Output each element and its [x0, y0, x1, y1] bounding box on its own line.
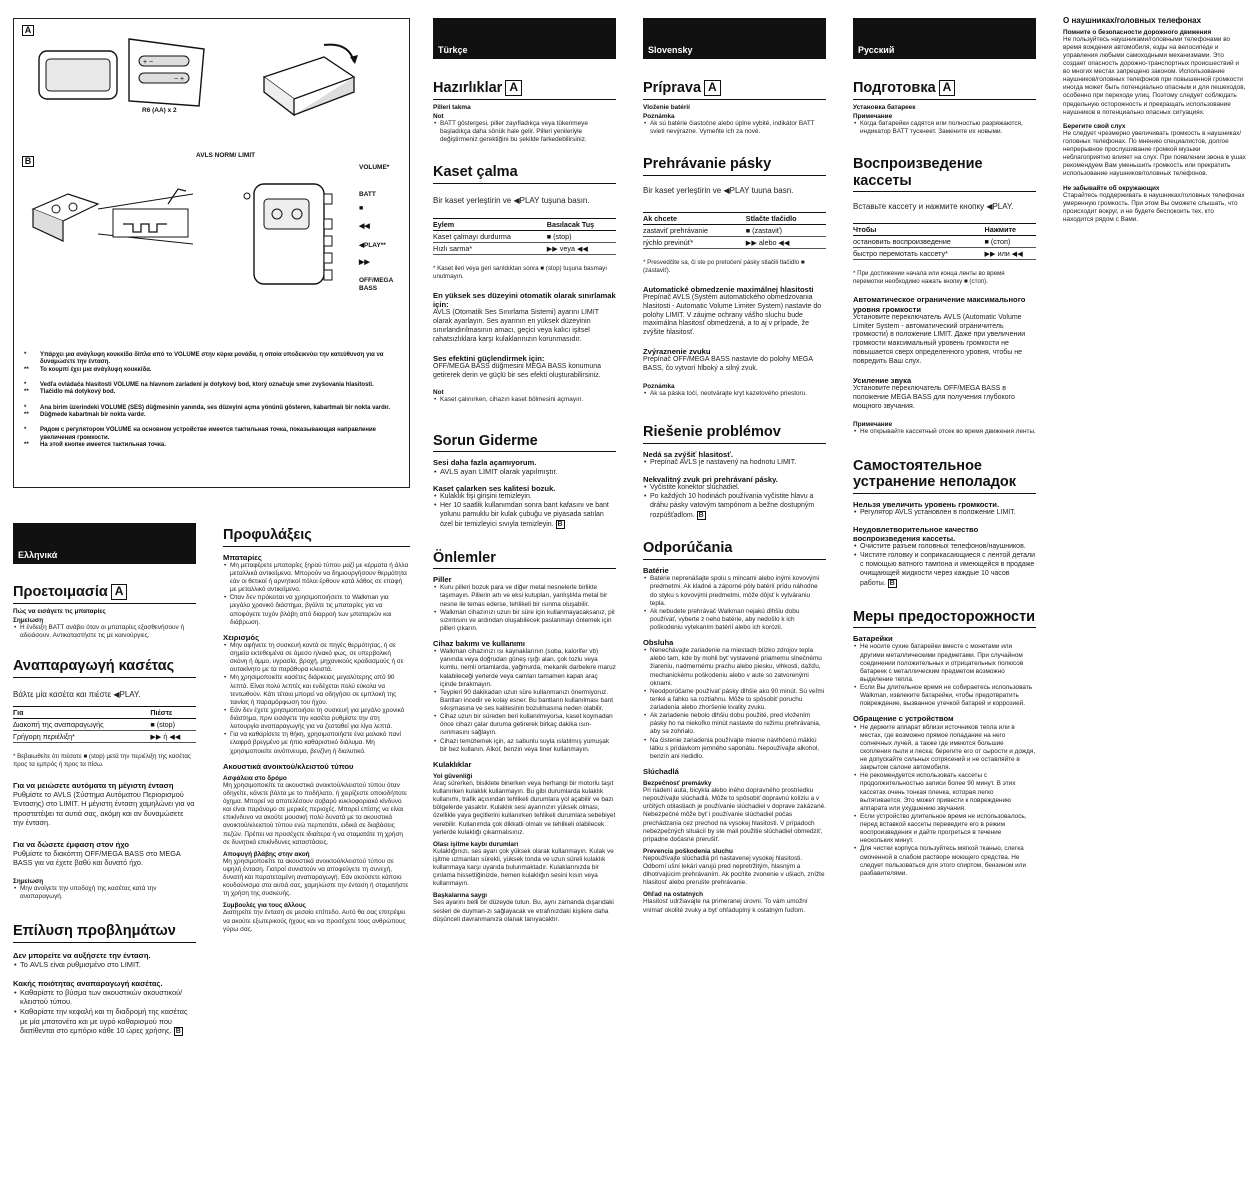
section-title: Подготовка A — [853, 80, 1036, 100]
table-footnote: * Presvedčite sa, či ste po pretočení pásky stlačili tlačidlo ■ (zastaviť). — [643, 258, 805, 274]
list-item: • Когда батарейки садятся или полностью разряжаются, индикатор BATT тускнеет. Замените их новыми. — [853, 120, 1036, 136]
note-heading: Σημείωση — [13, 616, 44, 624]
section-title: О наушниках/головных телефонах — [1063, 16, 1202, 25]
list-item: • Neodporúčame používať pásky dlhšie ako 90 minút. Sú veľmi tenké a ľahko sa roztiahnu. Môže to spôsobiť poruchu zariadenia alebo zhoršenie kvality zvuku. — [643, 688, 826, 712]
subheading: Δεν μπορείτε να αυξήσετε την ένταση. — [13, 950, 151, 960]
list-item: • Не рекомендуется использовать кассеты с продолжительностью записи более 90 минут. В этих кассетах очень тонкая пленка, которая легко вытягивается. Это может привести к повреждению аппарата или ухудшению звучания. — [853, 772, 1036, 813]
paragraph: Не следует чрезмерно увеличивать громкость в наушниках/головных телефонах. По мнению специалистов, долгое непрерывное прослушивание громкой музыки неблагоприятно влияет на слух. При появлении звона в ушах рекомендуем Вам уменьшить громкость или прекратить использование наушников/головных телефонов. — [1063, 129, 1246, 178]
lang-bar-turkish: Türkçe — [433, 18, 616, 59]
note-list — [853, 428, 1036, 436]
note-list — [13, 624, 196, 640]
subheading: Πώς να εισάγετε τις μπαταρίες — [13, 607, 106, 615]
label-rewind: ◀◀ — [359, 223, 370, 230]
label-stop: ■ — [359, 205, 364, 212]
list-item: • BATT göstergesi, piller zayıfladıkça veya tükenmeye başladıkça daha sönük hale gelir. Pilleri yenileriyle değiştirmeniz gerektiğini bu şekilde farkedebilirsiniz. — [433, 120, 616, 144]
paragraph: Pri riadení auta, bicykla alebo iného dopravného prostriedku nepoužívajte slúchadlá. Môže to spôsobiť dopravnú kolíziu a v určitých oblastiach je používanie slúchadiel v doprave zakázané. Nebezpečné môže byť i používanie slúchadiel počas prechádzania cez prechod na vysokej hlasitosti. V prípadoch nebezpečných situácií by ste mali použitie slúchadiel obmedziť, prípadne dočasne prerušiť. — [643, 787, 826, 843]
table-row: Kaset çalmayı durdurma ■ (stop) — [433, 231, 616, 243]
subheading: Συμβουλές για τους άλλους — [223, 902, 306, 910]
list-item: • Po každých 10 hodinách používania vyčistite hlavu a dráhu pásky vatovým tampónom a bežne dostupným rozpúšťadlom. B — [643, 493, 826, 521]
paragraph: Prepínač AVLS (Systém automatického obmedzovania hlasitosti - Automatic Volume Limiter System) nastavte do polohy LIMIT. V záujme ochrany vášho sluchu bude maximálna hlasitosť obmedzená, a to aj v prípade, že zvýšite hlasitosť. — [643, 293, 822, 337]
precaution-list — [433, 584, 616, 633]
subheading: Για να δώσετε έμφαση στον ήχο — [13, 839, 129, 849]
list-item: • Prepínač AVLS je nastavený na hodnotu LIMIT. — [643, 459, 826, 468]
list-item: • Ak sú batérie čiastočne alebo úplne vybité, indikátor BATT svieti nevýrazne. Vymeňte ich za nové. — [643, 120, 826, 136]
list-item: • Μην ανοίγετε την υποδοχή της κασέτας κατά την αναπαραγωγή. — [13, 885, 196, 901]
subheading: Не забывайте об окружающих — [1063, 184, 1160, 192]
list-item: • Το AVLS είναι ρυθμισμένο στο LIMIT. — [13, 960, 196, 970]
list-item: • Για να καθαρίσετε τη θήκη, χρησιμοποιήστε ένα μαλακό πανί ελαφρά βρεγμένο με ήπιο καθαριστικό διάλυμα. Μη χρησιμοποιείτε οινόπνευμα, βενζίνη ή διαλυτικό. — [223, 731, 410, 755]
footnote-text: Tlačidlo má dotykový bod. — [40, 389, 116, 396]
subheading: Χειρισμός — [223, 632, 260, 642]
trouble-list — [433, 467, 616, 477]
paragraph: Kulaklığınızı, ses ayarı çok yüksek olarak kullanmayın. Kulak ve işitme uzmanları sürekli, yüksek tonda ve uzun süreli kulaklık kullanmaya karşı uyarıda bulunmaktadır. Kulaklarınızda bir çınlama hissettiğinizde, hemen kulaklığın sesini kısın veya kullanmayın. — [433, 847, 614, 888]
section-title: Επίλυση προβλημάτων — [13, 923, 196, 943]
section-title: Odporúčania — [643, 540, 826, 560]
subheading: Pilleri takma — [433, 103, 471, 111]
note-list — [643, 120, 826, 136]
precaution-list — [223, 642, 410, 756]
play-intro: Bir kaset yerleştirin ve ◀PLAY tuşuna basın. — [433, 195, 590, 205]
list-item: • Чистите головку и соприкасающиеся с лентой детали с помощью ватного тампона и имеющейся в продаже очищающей жидкости через каждые 10 часов работы. B — [853, 552, 1036, 589]
list-item: • Μη χρησιμοποιείτε κασέτες διάρκειας μεγαλύτερης από 90 λεπτά. Είναι πολύ λεπτές και ενδέχεται πολύ εύκολα να τεντωθούν. Κάτι τέτοιο μπορεί να οδηγήσει σε εμπλοκή της ταινίας ή παραμόρφωση του ήχου. — [223, 674, 410, 707]
section-title: Προετοιμασία A — [13, 584, 196, 604]
section-title: Riešenie problémov — [643, 424, 826, 444]
note-heading: Not — [433, 112, 444, 120]
precaution-list — [853, 724, 1036, 878]
slovak-col — [643, 80, 826, 915]
lang-bar-slovak: Slovensky — [643, 18, 826, 59]
subheading: Prevencia poškodenia sluchu — [643, 847, 733, 855]
trouble-list — [853, 543, 1036, 588]
subheading: Нельзя увеличить уровень громкости. — [853, 500, 1000, 510]
subheading: Vloženie batérií — [643, 103, 690, 111]
subheading: Batérie — [643, 566, 669, 576]
label-megabass: OFF/MEGA BASS — [359, 277, 394, 292]
lang-bar-greek: Ελληνικά — [13, 523, 196, 564]
trouble-list — [643, 459, 826, 468]
subheading: Başkalarına saygı — [433, 892, 487, 900]
footnote-group-slovak: * Vedľa ovládača hlasitosti VOLUME na hlavnom zariadení je dotykový bod, ktorý označuje smer zvyšovania hlasitosti. ** Tlačidlo má dotykový bod. — [24, 382, 399, 397]
subheading: Sesi daha fazla açamıyorum. — [433, 458, 537, 468]
paragraph: Prepínač OFF/MEGA BASS nastavte do polohy MEGA BASS, čo vytvorí hlboký a silný zvuk. — [643, 356, 813, 373]
figure-label-a: A — [22, 25, 34, 36]
greek-col-2 — [223, 527, 410, 934]
list-item: • Регулятор AVLS установлен в положение LIMIT. — [853, 509, 1036, 518]
subheading: Αποφυγή βλάβης στην ακοή — [223, 850, 310, 858]
turkish-col — [433, 80, 616, 924]
figure-ref-b: B — [557, 520, 563, 528]
paragraph: Hlasitosť udržiavajte na primeranej úrovni. To vám umožní vnímať okolité zvuky a byť ohľaduplný k ostatným ľuďom. — [643, 898, 808, 914]
list-item: • Ak nebudete prehrávač Walkman nejakú dlhšiu dobu používať, vyberte z neho batérie, aby nedošlo k ich poškodeniu vytekaním batérií alebo ich korózii. — [643, 608, 826, 632]
subheading: En yüksek ses düzeyini otomatik olarak sınırlamak için: — [433, 290, 616, 309]
list-item: • Очистите разъем головных телефонов/наушников. — [853, 543, 1036, 552]
paragraph: Ρυθμίστε το AVLS (Σύστημα Αυτόματου Περιορισμού Έντασης) στο LIMIT. Η μέγιστη ένταση χαμηλώνει για να προστατέψει τα αυτιά σας, ακόμη και αν δυναμώσετε την ένταση. — [13, 789, 195, 828]
battery-insert-illustration — [34, 31, 214, 116]
subheading: Автоматическое ограничение максимального уровня громкости — [853, 295, 1026, 314]
paragraph: Установите переключатель AVLS (Automatic Volume Limiter System - автоматический ограничитель громкости) в положение LIMIT. Даже при увеличении громкости максимальный уровень громкости не повышается сверх определенного уровня, чтобы не повредить Ваш слух. — [853, 313, 1026, 365]
subheading: Για να μειώσετε αυτόματα τη μέγιστη ένταση — [13, 780, 174, 790]
list-item: • Kuru pilleri bozuk para ve diğer metal nesnelerle birlikte taşımayın. Pillerin artı ve eksi kutupları, yanlışlıkla metal bir nesne ile temas ederse, tehlikeli bir ısınma oluşabilir. — [433, 584, 616, 608]
footnote-text: Ana birim üzerindeki VOLUME (SES) düğmesinin yanında, ses düzeyini açma yönünü gösteren, kabartmalı bir nokta vardır. — [40, 404, 391, 411]
precaution-list — [643, 575, 826, 632]
subheading: Piller — [433, 575, 452, 585]
precaution-list — [433, 648, 616, 754]
list-item: • Καθαρίστε την κεφαλή και τη διαδρομή της κασέτας με μία μπατονέτα και με υγρό καθαρισμού που διατίθενται στο εμπόριο κάθε 10 ώρες χρήσης. B — [13, 1007, 196, 1036]
lid-close-illustration — [254, 37, 364, 127]
figure-ref-b: B — [698, 511, 704, 519]
subheading: Ses efektini güçlendirmek için: — [433, 353, 545, 363]
note-heading: Σημείωση — [13, 877, 44, 885]
paragraph: Μη χρησιμοποιείτε τα ακουστικά ανοικτού/κλειστού τύπου σε υψηλή ένταση. Γιατροί συνιστούν να αποφεύγετε τη συνεχή, δυνατή και παρατεταμένη αναπαραγωγή. Εάν ακούσετε κάποιο κουδούνισμα στα αυτιά σας, χαμηλώστε την ένταση ή σταματήστε τη χρήση της συσκευής. — [223, 857, 409, 898]
figure-ref-a: A — [704, 80, 721, 96]
figure-ref-b: B — [175, 1028, 181, 1036]
table-row: быстро перемотать кассету* ▶▶ или ◀◀ — [853, 247, 1036, 259]
figure-ref-a: A — [111, 584, 128, 600]
lang-bar-russian: Русский — [853, 18, 1036, 59]
list-item: • Walkman cihazınızı uzun bir süre için kullanmayacaksanız, pil sızıntısını ve ardından oluşabilecek paslanmayı önlemek için pilleri çıkarın. — [433, 609, 616, 633]
table-footnote: * При достижении начала или конца ленты во время перемотки необходимо нажать кнопку ■ (стоп). — [853, 269, 1005, 285]
paragraph: Старайтесь поддерживать в наушниках/головных телефонах умеренную громкость. При этом Вы сможете слышать, что происходит вокруг, и не будете беспокоить тех, кто находится рядом с Вами. — [1063, 191, 1245, 223]
section-title: Воспроизведение кассеты — [853, 156, 1036, 192]
subheading: Slúchadlá — [643, 766, 679, 776]
table-row: rýchlo previnúť* ▶▶ alebo ◀◀ — [643, 236, 826, 248]
operation-table: Για Πιέστε Διακοπή της αναπαραγωγής ■ (stop) Γρήγορη περιέλιξη* ▶▶ ή ◀◀ — [13, 706, 196, 743]
list-item: • Μην αφήνετε τη συσκευή κοντά σε πηγές θερμότητας, ή σε σημεία εκτεθειμένα σε άμεσο ηλιακό φως, σε υπερβολική σκόνη ή άμμο, υγρασία, βροχή, μηχανικούς κραδασμούς ή σε αυτοκίνητο με τα παράθυρα κλειστά. — [223, 642, 410, 675]
note-list — [13, 885, 196, 901]
list-item: • Не держите аппарат вблизи источников тепла или в местах, где возможно прямое попадание на него солнечных лучей, а также где имеются большие скопления пыли и песка; берегите его от сырости и дождя, не допускайте сильных сотрясений и не оставляйте в закрытом салоне автомобиля. — [853, 724, 1036, 773]
list-item: • Если устройство длительное время не использовалось, перед вставкой кассеты переведите его в режим воспроизведения и дайте прогреться в течение нескольких минут. — [853, 813, 1036, 846]
paragraph: Не пользуйтесь наушниками/головными телефонами во время вождения автомобиля, езды на велосипеде и управления любыми самоходными механизмами. Это создает опасность дорожно-транспортных происшествий и во многих местах запрещено законом. Использование наушников/головных телефонов при повышенной громкости иногда может быть потенциально опасным и для пешеходов, особенно при переходе улиц. Поэтому следует соблюдать предельную осторожность и прекращать использование наушников в потенциально опасных ситуациях. — [1063, 35, 1246, 116]
list-item: • Her 10 saatlik kullanımdan sonra bant kafasını ve bant yolunu pamuklu bir kulak çubuğu ve piyasada satılan özel bir temizleyici sıvıyla temizleyin. B — [433, 502, 616, 530]
list-item: • Καθαρίστε το βύσμα των ακουστικών ακουστικού/κλειστού τύπου. — [13, 988, 196, 1007]
figure-label-b: B — [22, 156, 34, 167]
footnote-text: Vedľa ovládača hlasitosti VOLUME na hlavnom zariadení je dotykový bod, ktorý označuje smer zvyšovania hlasitosti. — [40, 381, 374, 388]
paragraph: Διατηρείτε την ένταση σε μεσαίο επίπεδο. Αυτό θα σας επιτρέψει να ακούτε εξωτερικούς ήχους και να προσέχετε τους ανθρώπους γύρω σας. — [223, 909, 406, 933]
section-title: Προφυλάξεις — [223, 527, 410, 547]
subheading: Батарейки — [853, 634, 893, 644]
list-item: • Cihazı temizlemek için, az sabunlu suyla ıslatılmış yumuşak bir bez kullanın. Alkol, benzin veya tiner kullanmayın. — [433, 738, 616, 754]
list-item: • Nenechávajte zariadenie na miestach blízko zdrojov tepla alebo tam, kde by mohli byť vystavené priamemu slnečnému žiareniu, nadmernému prachu alebo piesku, vlhkosti, dažďu, mechanickému poškodeniu alebo v aute so zatvorenými oknami. — [643, 647, 826, 688]
section-title: Αναπαραγωγή κασέτας — [13, 658, 196, 678]
subheading: Усиление звука — [853, 375, 912, 385]
list-item: • Для чистки корпуса пользуйтесь мягкой тканью, слегка смоченной в слабом растворе моющего средства. Не следует пользоваться для этого спиртом, бензином или разбавителями. — [853, 845, 1036, 878]
footnote-text: Το κουμπί έχει μια ανάγλυφη κουκκίδα. — [40, 366, 152, 373]
section-title: Sorun Giderme — [433, 433, 616, 453]
paragraph: Nepoužívajte slúchadlá pri nastavenej vysokej hlasitosti. Odborní ušní lekári varujú pred nepretržitým, hlasným a dlhotrvajúcim prehrávaním. Ak pocítite zvonenie v ušiach, znížte hlasitosť alebo prerušte prehrávanie. — [643, 854, 825, 887]
trouble-list — [13, 960, 196, 970]
table-row: zastaviť prehrávanie ■ (zastaviť) — [643, 224, 826, 236]
list-item: • Batérie neprenášajte spolu s mincami alebo inými kovovými predmetmi. Ak kladné a záporné póly batérií prídu náhodne do styku s kovovými predmetmi, môže dôjsť k vytváraniu tepla. — [643, 575, 826, 608]
subheading: Cihaz bakımı ve kullanımı — [433, 639, 526, 649]
list-item: • Ak zariadenie nebolo dlhšiu dobu použité, pred vložením pásky ho na niekoľko minút nastavte do režimu prehrávania, aby sa zohrialo. — [643, 712, 826, 736]
list-item: • Не открывайте кассетный отсек во время движения ленты. — [853, 428, 1036, 436]
section-title: Самостоятельное устранение неполадок — [853, 458, 1036, 494]
footnotes — [24, 352, 399, 449]
note-heading: Примечание — [853, 112, 893, 120]
subheading: Обращение с устройством — [853, 714, 954, 724]
list-item: • Ak sa páska točí, neotvárajte kryt kazetového priestoru. — [643, 390, 826, 398]
play-intro: Bir kaset yerleştirin ve ◀PLAY tuuna basn. — [643, 185, 794, 195]
label-ff: ▶▶ — [359, 259, 370, 266]
footnote-text: Υπάρχει μια ανάγλυφη κουκκίδα δίπλα από το VOLUME στην κύρια μονάδα, η οποία υποδεικνύει την κατεύθυνση για να δυναμώσετε την ένταση. — [40, 352, 384, 366]
list-item: • Kaset çalınırken, cihazın kaset bölmesini açmayın. — [433, 396, 616, 404]
figure-ref-a: A — [939, 80, 956, 96]
note-list — [433, 120, 616, 144]
note-heading: Not — [433, 389, 444, 397]
russian-col-2 — [1063, 16, 1246, 224]
table-row: Γρήγορη περιέλιξη* ▶▶ ή ◀◀ — [13, 730, 196, 742]
footnote-group-russian: * Рядом с регулятором VOLUME на основном устройстве имеется тактильная точка, показывающая направление увеличения громкости. ** На этой кнопке имеется тактильная точка. — [24, 427, 399, 449]
trouble-list — [433, 493, 616, 530]
subheading: Ohľad na ostatných — [643, 891, 703, 899]
list-item: • Εάν δεν έχετε χρησιμοποιήσει τη συσκευή για μεγάλο χρονικό διάστημα, πριν εισάγετε την κασέτα ρυθμίστε την στη λειτουργία αναπαραγωγής για να ζεσταθεί για λίγα λεπτά. — [223, 707, 410, 731]
section-title: Меры предосторожности — [853, 609, 1036, 629]
subheading: Nedá sa zvýšiť hlasitosť. — [643, 449, 734, 459]
table-row: Hızlı sarma* ▶▶ veya ◀◀ — [433, 243, 616, 255]
section-title: Prehrávanie pásky — [643, 156, 826, 176]
list-item: • Не носите сухие батарейки вместе с монетами или другими металлическими предметами. При случайном соединении положительных и отрицательных полюсов батареек с металлическим предметом возможно выделение тепла. — [853, 643, 1036, 684]
table-row: остановить воспроизведение ■ (стоп) — [853, 235, 1036, 247]
precaution-list — [643, 647, 826, 761]
section-title: Önlemler — [433, 550, 616, 570]
operation-table: Чтобы Нажмите остановить воспроизведение ■ (стоп) быстро перемотать кассету* ▶▶ или ◀◀ — [853, 223, 1036, 260]
list-item: • AVLS ayarı LIMIT olarak yapılmıştır. — [433, 467, 616, 477]
subheading: Берегите свой слух — [1063, 122, 1126, 130]
label-avls: AVLS NORM/ LIMIT — [196, 152, 256, 159]
paragraph: Ρυθμίστε το διακόπτη OFF/MEGA BASS στο MEGA BASS για να έχετε βαθύ και δυνατό ήχο. — [13, 848, 181, 868]
list-item: • Teypleri 90 dakikadan uzun süre kullanmanızı önermiyoruz. Bantları incedir ve kolay esner. Bu bantların kullanılması bant sıkışmasına ve ses kalitesinin bozulmasına neden olabilir. — [433, 689, 616, 713]
russian-col-1 — [853, 80, 1036, 878]
section-title: Kaset çalma — [433, 164, 616, 184]
list-item: • Na čistenie zariadenia používajte mierne navlhčenú mäkkú látku s prídavkom jemného saponátu. Nepoužívajte alkohol, benzín ani riedidlo. — [643, 737, 826, 761]
note-list — [643, 390, 826, 398]
trouble-list — [13, 988, 196, 1037]
subheading: Kulaklıklar — [433, 759, 472, 769]
cassette-insert-illustration — [28, 179, 203, 259]
precaution-list — [223, 562, 410, 627]
list-item: • Μη μεταφέρετε μπαταρίες ξηρού τύπου μαζί με κέρματα ή άλλα μεταλλικά αντικείμενα. Μπορούν να δημιουργήσουν θερμότητα εάν οι θετικοί ή αρνητικοί πόλοι έρθουν κατά λάθος σε επαφή με μεταλλικό αντικείμενο. — [223, 562, 410, 595]
walkman-front-illustration — [239, 164, 349, 299]
list-item: • Vyčistite konektor slúchadiel. — [643, 484, 826, 493]
table-row: Διακοπή της αναπαραγωγής ■ (stop) — [13, 718, 196, 730]
subheading: Yol güvenliği — [433, 772, 473, 780]
list-item: • Если Вы длительное время не собираетесь использовать Walkman, извлеките батарейки, чтобы предотвратить повреждение, вызванное утечкой батарей и коррозией. — [853, 684, 1036, 708]
footnote-text: На этой кнопке имеется тактильная точка. — [40, 441, 166, 448]
subheading: Установка батареек — [853, 103, 916, 111]
paragraph: Установите переключатель OFF/MEGA BASS в положение MEGA BASS для получения глубокого мощного звучания. — [853, 384, 1015, 410]
operation-table: Eylem Basılacak Tuş Kaset çalmayı durdurma ■ (stop) Hızlı sarma* ▶▶ veya ◀◀ — [433, 218, 616, 255]
footnote-group-turkish: * Ana birim üzerindeki VOLUME (SES) düğmesinin yanında, ses düzeyini açma yönünü gösteren, kabartmalı bir nokta vardır. ** Düğmede kabartmalı bir nokta vardır. — [24, 405, 399, 420]
play-intro: Вставьте кассету и нажмите кнопку ◀PLAY. — [853, 202, 1014, 212]
paragraph: OFF/MEGA BASS düğmesini MEGA BASS konumuna getirerek derin ve güçlü bir ses efekti oluşturabilirsiniz. — [433, 362, 602, 379]
note-list — [853, 120, 1036, 136]
svg-text:+ −: + − — [143, 59, 154, 66]
paragraph: Μη χρησιμοποιείτε τα ακουστικά ανοικτού/κλειστού τύπου όταν οδηγείτε, κάνετε βόλτα με το ποδήλατο, ή χειρίζεστε οποιοδήποτε όχημα. Μπορεί να αποτελέσουν σοβαρό κυκλοφοριακό κίνδυνο και είναι παράνομο σε μερικές περιοχές. Μπορεί επίσης να είναι επικίνδυνο να ακούτε μουσική πολύ δυνατά με τα ακουστικά ανοικτού/κλειστού τύπου ενώ περπατάτε, ειδικά σε διαβάσεις πεζών. Πρέπει να προσέχετε ιδιαίτερα ή να σταματάτε τη χρήση σε δυνητικά επικίνδυνες καταστάσεις. — [223, 781, 407, 846]
label-play: ◀PLAY** — [359, 242, 386, 249]
paragraph: Ses ayarını belli bir düzeyde tutun. Bu, aynı zamanda dışarıdaki sesleri de duyman-zı sağlayacak ve etrafınızdaki kişilere daha düşünceli davranmanıza olanak tanıyacaktır. — [433, 899, 614, 923]
trouble-list — [853, 509, 1036, 518]
table-footnote: * Βεβαιωθείτε ότι πιέσατε ■ (stop) μετά την περιέλιξη της κασέτας προς τα εμπρός ή προς τα πίσω. — [13, 752, 191, 768]
subheading: Неудовлетворительное качество воспроизведения кассеты. — [853, 525, 979, 544]
section-title: Hazırlıklar A — [433, 80, 616, 100]
figure-ref-a: A — [505, 80, 522, 96]
note-heading: Примечание — [853, 420, 893, 428]
note-heading: Poznámka — [643, 383, 675, 391]
operation-table: Ak chcete Stlačte tlačidlo zastaviť prehrávanie ■ (zastaviť) rýchlo previnúť* ▶▶ alebo ◀◀ — [643, 212, 826, 249]
subheading: Obsluha — [643, 638, 674, 648]
section-title: Príprava A — [643, 80, 826, 100]
paragraph: AVLS (Otomatik Ses Sınırlama Sistemi) ayarını LIMIT olarak ayarlayın. Ses ayarının en yüksek düzeyinin sınırlandırılmasının amacı, geçici veya kalıcı işitsel rahatsızlıklara karşı kulaklarınızın korunmasıdır. — [433, 309, 599, 343]
svg-text:− +: − + — [174, 76, 185, 83]
label-batt: BATT — [359, 191, 376, 198]
footnote-group-greek: * Υπάρχει μια ανάγλυφη κουκκίδα δίπλα από το VOLUME στην κύρια μονάδα, η οποία υποδεικνύει την κατεύθυνση για να δυναμώσετε την ένταση. ** Το κουμπί έχει μια ανάγλυφη κουκκίδα. — [24, 352, 399, 374]
subheading: Zvýraznenie zvuku — [643, 347, 711, 357]
list-item: • Walkman cihazınızı ısı kaynaklarının (soba, kalorifer vb) yanında veya doğrudan güneş ışığı alan, çok tozlu veya kumlu, nemli ortamlarda, yağmurda, mekanik darbelere maruz kalabileceği yerlerde veya camları tamamen kapalı araç içinde bırakmayın. — [433, 648, 616, 689]
greek-col-1 — [13, 584, 196, 1036]
subheading: Ασφάλεια στο δρόμο — [223, 774, 287, 782]
footnote-text: Düğmede kabartmalı bir nokta vardır. — [40, 411, 146, 418]
subheading: Помните о безопасности дорожного движения — [1063, 28, 1212, 36]
figure-panel — [13, 18, 410, 488]
paragraph: Araç sürerken, bisiklete binerken veya herhangi bir motorlu taşıt kullanırken kulaklık kullanmayın. Bu gibi durumlarda kulaklık kullanımı, trafik açısından tehlikeli durumlara yol açabilir ve bazı bölgelerde yasaktır. Kulaklık sesi ayarınızın yüksek olması, özellikle yaya geçitlerini kullanırken tehlikeli durumlara sebebiyet verebilir. Kullanımda çok dikkatli olmalı ve tehlikeli olabilecek yerlerde kulaklığı çıkarmalısınız. — [433, 779, 616, 836]
subheading: Olası işitme kaybı durumları — [433, 840, 519, 848]
subheading: Ακουστικά ανοικτού/κλειστού τύπου — [223, 761, 354, 771]
list-item: • Kulaklık fişi girişini temizleyin. — [433, 493, 616, 502]
table-footnote: * Kaset ileri veya geri sarıldıktan sonra ■ (stop) tuşuna basmayı unutmayın. — [433, 265, 607, 280]
note-list — [433, 396, 616, 404]
subheading: Nekvalitný zvuk pri prehrávaní pásky. — [643, 474, 778, 484]
list-item: • Όταν δεν πρόκειται να χρησιμοποιήσετε το Walkman για μεγάλο χρονικό διάστημα, βγάλτε τις μπαταρίες για να αποφύγετε τυχόν βλάβη από διαρροή των μπαταριών και διάβρωση. — [223, 594, 410, 627]
list-item: • Cihaz uzun bir süreden beri kullanılmıyorsa, kaset koymadan önce cihazı çalar duruma getirerek birkaç dakika ısın-ısınmasını sağlayın. — [433, 713, 616, 737]
subheading: Μπαταρίες — [223, 552, 262, 562]
battery-size-label: R6 (AA) x 2 — [142, 107, 177, 114]
play-intro: Βάλτε μία κασέτα και πιέστε ◀PLAY. — [13, 689, 141, 699]
label-volume: VOLUME* — [359, 164, 390, 171]
note-heading: Poznámka — [643, 112, 675, 120]
footnote-text: Рядом с регулятором VOLUME на основном устройстве имеется тактильная точка, показывающая направление увеличения громкости. — [40, 427, 377, 441]
subheading: Automatické obmedzenie maximálnej hlasitosti — [643, 284, 814, 294]
subheading: Κακής ποιότητας αναπαραγωγή κασέτας. — [13, 978, 163, 988]
subheading: Bezpečnosť premávky — [643, 780, 712, 788]
precaution-list — [853, 643, 1036, 708]
subheading: Kaset çalarken ses kalitesi bozuk. — [433, 483, 556, 493]
trouble-list — [643, 484, 826, 521]
figure-ref-b: B — [889, 579, 895, 587]
list-item: • Η ένδειξη BATT ανάβει όταν οι μπαταρίες εξασθενήσουν ή αδειάσουν. Αντικαταστήστε τις με καινούργιες. — [13, 624, 196, 640]
